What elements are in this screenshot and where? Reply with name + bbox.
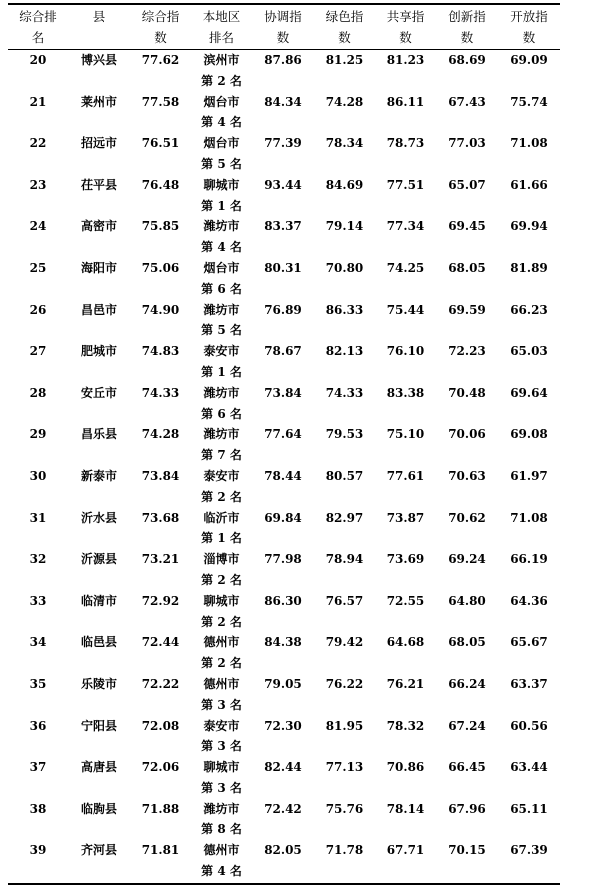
table-row (8, 508, 560, 550)
cell-openness: 66.19 (510, 552, 548, 567)
cell-local-rank (191, 383, 252, 425)
cell-county: 肥城市 (80, 344, 117, 359)
header-openness: 开放指 数 (510, 9, 548, 45)
cell-openness: 81.89 (510, 260, 548, 275)
cell-coordination: 84.38 (264, 635, 302, 650)
cell-innovation: 72.23 (448, 344, 486, 359)
cell-openness: 65.11 (510, 801, 548, 816)
cell-coordination: 78.44 (264, 468, 302, 483)
cell-city: 聊城市 (203, 177, 240, 192)
cell-city: 德州市 (203, 676, 240, 691)
cell-rank: 32 (29, 552, 47, 567)
cell-composite: 72.44 (141, 635, 180, 650)
table-row (8, 632, 560, 674)
cell-green: 81.25 (325, 53, 364, 67)
table-row (8, 840, 560, 882)
cell-coordination: 79.05 (264, 676, 302, 691)
cell-sharing: 86.11 (386, 94, 425, 109)
cell-sharing: 75.44 (386, 302, 425, 317)
cell-city: 泰安市 (203, 718, 240, 733)
cell-county: 博兴县 (80, 53, 117, 67)
cell-rank: 24 (29, 219, 47, 234)
cell-city-rank: 第 2 名 (201, 614, 242, 629)
cell-sharing: 77.51 (386, 177, 425, 192)
cell-city: 泰安市 (203, 344, 240, 359)
cell-openness: 71.08 (510, 136, 548, 151)
table-row (8, 175, 560, 217)
header-green: 绿色指 数 (325, 9, 364, 45)
cell-city-rank: 第 8 名 (201, 822, 242, 837)
cell-local-rank (191, 300, 252, 342)
cell-county: 临清市 (80, 593, 117, 608)
cell-sharing: 73.87 (386, 510, 425, 525)
cell-sharing: 70.86 (386, 760, 425, 775)
cell-city: 潍坊市 (203, 219, 240, 234)
cell-coordination: 69.84 (264, 510, 302, 525)
cell-rank: 29 (29, 427, 47, 442)
cell-county: 莱州市 (80, 94, 117, 109)
cell-openness: 69.64 (510, 385, 548, 400)
table-row (8, 799, 560, 841)
table-row (8, 92, 560, 134)
cell-coordination: 72.42 (264, 801, 302, 816)
cell-rank: 39 (29, 843, 47, 858)
cell-sharing: 64.68 (386, 635, 425, 650)
cell-city-rank: 第 3 名 (201, 780, 242, 795)
cell-openness: 69.08 (510, 427, 548, 442)
cell-city-rank: 第 3 名 (201, 697, 242, 712)
cell-rank: 37 (29, 760, 47, 775)
cell-city-rank: 第 4 名 (201, 240, 242, 255)
header-sharing: 共享指 数 (386, 9, 425, 45)
cell-openness: 71.08 (510, 510, 548, 525)
cell-local-rank (191, 508, 252, 550)
cell-city: 潍坊市 (203, 427, 240, 442)
cell-coordination: 84.34 (264, 94, 302, 109)
cell-sharing: 81.23 (386, 53, 425, 67)
cell-innovation: 67.96 (448, 801, 486, 816)
cell-green: 78.34 (325, 136, 364, 151)
cell-sharing: 76.10 (386, 344, 425, 359)
cell-city: 烟台市 (203, 94, 240, 109)
cell-local-rank (191, 424, 252, 466)
cell-city: 潍坊市 (203, 801, 240, 816)
cell-sharing: 78.73 (386, 136, 425, 151)
cell-rank: 31 (29, 510, 47, 525)
cell-county: 乐陵市 (80, 676, 117, 691)
cell-openness: 69.94 (510, 219, 548, 234)
cell-innovation: 64.80 (448, 593, 486, 608)
cell-innovation: 66.24 (448, 676, 486, 691)
cell-openness: 63.37 (510, 676, 548, 691)
cell-innovation: 68.05 (448, 260, 486, 275)
table-header (8, 5, 560, 49)
cell-green: 79.14 (325, 219, 364, 234)
cell-green: 74.28 (325, 94, 364, 109)
table-row (8, 466, 560, 508)
cell-city: 淄博市 (203, 552, 240, 567)
cell-city: 烟台市 (203, 260, 240, 275)
cell-rank: 21 (29, 94, 47, 109)
cell-composite: 73.21 (141, 552, 180, 567)
cell-openness: 63.44 (510, 760, 548, 775)
cell-rank: 35 (29, 676, 47, 691)
cell-local-rank (191, 258, 252, 300)
cell-green: 81.95 (325, 718, 364, 733)
cell-city-rank: 第 1 名 (201, 531, 242, 546)
cell-county: 茌平县 (80, 177, 117, 192)
header-coordination: 协调指 数 (264, 9, 302, 45)
cell-sharing: 78.32 (386, 718, 425, 733)
cell-innovation: 69.24 (448, 552, 486, 567)
table-row (8, 757, 560, 799)
cell-rank: 27 (29, 344, 47, 359)
cell-composite: 77.58 (141, 94, 180, 109)
cell-local-rank (191, 50, 252, 92)
cell-coordination: 77.39 (264, 136, 302, 151)
cell-county: 安丘市 (80, 385, 117, 400)
cell-rank: 26 (29, 302, 47, 317)
table-row (8, 258, 560, 300)
cell-city: 聊城市 (203, 593, 240, 608)
cell-rank: 38 (29, 801, 47, 816)
table-body (8, 50, 560, 882)
cell-county: 高唐县 (80, 760, 117, 775)
cell-composite: 76.51 (141, 136, 180, 151)
cell-rank: 33 (29, 593, 47, 608)
cell-city-rank: 第 1 名 (201, 364, 242, 379)
cell-city: 潍坊市 (203, 302, 240, 317)
cell-city-rank: 第 5 名 (201, 323, 242, 338)
cell-innovation: 66.45 (448, 760, 486, 775)
cell-openness: 66.23 (510, 302, 548, 317)
cell-city: 聊城市 (203, 760, 240, 775)
cell-composite: 73.68 (141, 510, 180, 525)
cell-openness: 64.36 (510, 593, 548, 608)
cell-coordination: 78.67 (264, 344, 302, 359)
cell-rank: 28 (29, 385, 47, 400)
cell-innovation: 70.62 (448, 510, 486, 525)
cell-openness: 67.39 (510, 843, 548, 858)
header-county: 县 (92, 9, 106, 24)
table-row (8, 716, 560, 758)
table-row (8, 674, 560, 716)
cell-rank: 36 (29, 718, 47, 733)
cell-innovation: 69.45 (448, 219, 486, 234)
table-row (8, 591, 560, 633)
cell-city-rank: 第 6 名 (201, 406, 242, 421)
cell-county: 昌邑市 (80, 302, 117, 317)
cell-rank: 34 (29, 635, 47, 650)
cell-sharing: 78.14 (386, 801, 425, 816)
cell-green: 78.94 (325, 552, 364, 567)
cell-composite: 74.90 (141, 302, 180, 317)
cell-county: 宁阳县 (80, 718, 117, 733)
cell-coordination: 87.86 (264, 53, 302, 67)
cell-local-rank (191, 757, 252, 799)
cell-green: 76.22 (325, 676, 364, 691)
cell-local-rank (191, 466, 252, 508)
cell-county: 昌乐县 (80, 427, 117, 442)
cell-city: 德州市 (203, 843, 240, 858)
cell-green: 84.69 (325, 177, 364, 192)
header-composite: 综合指 数 (141, 9, 180, 45)
cell-innovation: 67.43 (448, 94, 486, 109)
cell-composite: 75.06 (141, 260, 180, 275)
cell-coordination: 77.98 (264, 552, 302, 567)
cell-city: 临沂市 (203, 510, 240, 525)
cell-local-rank (191, 674, 252, 716)
cell-green: 80.57 (325, 468, 364, 483)
cell-composite: 76.48 (141, 177, 180, 192)
cell-composite: 74.33 (141, 385, 180, 400)
cell-coordination: 86.30 (264, 593, 302, 608)
cell-rank: 23 (29, 177, 47, 192)
cell-openness: 65.67 (510, 635, 548, 650)
cell-city: 滨州市 (203, 53, 240, 67)
cell-local-rank (191, 92, 252, 134)
cell-composite: 72.92 (141, 593, 180, 608)
cell-composite: 74.83 (141, 344, 180, 359)
cell-composite: 72.08 (141, 718, 180, 733)
cell-openness: 60.56 (510, 718, 548, 733)
cell-city-rank: 第 6 名 (201, 281, 242, 296)
cell-composite: 71.81 (141, 843, 180, 858)
cell-coordination: 82.05 (264, 843, 302, 858)
cell-local-rank (191, 591, 252, 633)
table-row (8, 383, 560, 425)
cell-openness: 69.09 (510, 53, 548, 67)
cell-local-rank (191, 840, 252, 882)
table-bottom-rule (8, 883, 560, 885)
cell-innovation: 70.48 (448, 385, 486, 400)
cell-green: 70.80 (325, 260, 364, 275)
cell-city-rank: 第 4 名 (201, 864, 242, 879)
cell-city-rank: 第 2 名 (201, 73, 242, 88)
table-row (8, 216, 560, 258)
cell-county: 招远市 (80, 136, 117, 151)
cell-green: 71.78 (325, 843, 364, 858)
cell-composite: 73.84 (141, 468, 180, 483)
cell-county: 沂水县 (80, 510, 117, 525)
cell-composite: 75.85 (141, 219, 180, 234)
cell-city: 德州市 (203, 635, 240, 650)
cell-innovation: 70.15 (448, 843, 486, 858)
table-row (8, 549, 560, 591)
cell-sharing: 74.25 (386, 260, 425, 275)
cell-sharing: 77.61 (386, 468, 425, 483)
cell-sharing: 73.69 (386, 552, 425, 567)
cell-city-rank: 第 4 名 (201, 115, 242, 130)
cell-coordination: 93.44 (264, 177, 302, 192)
cell-city-rank: 第 1 名 (201, 198, 242, 213)
cell-coordination: 83.37 (264, 219, 302, 234)
cell-innovation: 70.06 (448, 427, 486, 442)
cell-local-rank (191, 799, 252, 841)
table-row (8, 341, 560, 383)
cell-city-rank: 第 2 名 (201, 656, 242, 671)
cell-green: 77.13 (325, 760, 364, 775)
cell-openness: 61.97 (510, 468, 548, 483)
cell-local-rank (191, 216, 252, 258)
cell-composite: 71.88 (141, 801, 180, 816)
cell-innovation: 65.07 (448, 177, 486, 192)
table-row (8, 300, 560, 342)
cell-rank: 25 (29, 260, 47, 275)
cell-innovation: 68.69 (448, 53, 486, 67)
cell-composite: 72.22 (141, 676, 180, 691)
cell-local-rank (191, 341, 252, 383)
cell-green: 86.33 (325, 302, 364, 317)
header-rank: 综合排 名 (19, 9, 57, 45)
cell-composite: 77.62 (141, 53, 180, 67)
cell-green: 79.53 (325, 427, 364, 442)
cell-sharing: 75.10 (386, 427, 425, 442)
cell-city-rank: 第 5 名 (201, 156, 242, 171)
cell-innovation: 69.59 (448, 302, 486, 317)
cell-sharing: 77.34 (386, 219, 425, 234)
cell-rank: 20 (29, 53, 47, 67)
header-local-rank: 本地区 排名 (202, 9, 241, 45)
cell-sharing: 76.21 (386, 676, 425, 691)
cell-innovation: 77.03 (448, 136, 486, 151)
cell-city-rank: 第 2 名 (201, 489, 242, 504)
cell-composite: 74.28 (141, 427, 180, 442)
cell-openness: 75.74 (510, 94, 548, 109)
cell-sharing: 67.71 (386, 843, 425, 858)
cell-local-rank (191, 716, 252, 758)
cell-innovation: 68.05 (448, 635, 486, 650)
cell-county: 新泰市 (80, 468, 117, 483)
cell-rank: 30 (29, 468, 47, 483)
cell-green: 82.97 (325, 510, 364, 525)
cell-openness: 61.66 (510, 177, 548, 192)
cell-green: 82.13 (325, 344, 364, 359)
cell-green: 76.57 (325, 593, 364, 608)
cell-local-rank (191, 175, 252, 217)
cell-county: 海阳市 (80, 260, 117, 275)
cell-innovation: 67.24 (448, 718, 486, 733)
cell-sharing: 83.38 (386, 385, 425, 400)
cell-county: 临朐县 (80, 801, 117, 816)
cell-county: 高密市 (80, 219, 117, 234)
cell-sharing: 72.55 (386, 593, 425, 608)
cell-city: 潍坊市 (203, 385, 240, 400)
cell-openness: 65.03 (510, 344, 548, 359)
table-row (8, 50, 560, 92)
cell-coordination: 73.84 (264, 385, 302, 400)
cell-county: 临邑县 (80, 635, 117, 650)
cell-composite: 72.06 (141, 760, 180, 775)
cell-coordination: 72.30 (264, 718, 302, 733)
cell-city-rank: 第 2 名 (201, 572, 242, 587)
cell-coordination: 80.31 (264, 260, 302, 275)
cell-city: 烟台市 (203, 136, 240, 151)
cell-city: 泰安市 (203, 468, 240, 483)
cell-innovation: 70.63 (448, 468, 486, 483)
cell-green: 79.42 (325, 635, 364, 650)
cell-city-rank: 第 7 名 (201, 448, 242, 463)
cell-green: 75.76 (325, 801, 364, 816)
header-innovation: 创新指 数 (448, 9, 486, 45)
cell-county: 沂源县 (80, 552, 117, 567)
cell-green: 74.33 (325, 385, 364, 400)
cell-coordination: 77.64 (264, 427, 302, 442)
cell-coordination: 82.44 (264, 760, 302, 775)
cell-county: 齐河县 (80, 843, 117, 858)
table-row (8, 133, 560, 175)
cell-coordination: 76.89 (264, 302, 302, 317)
cell-rank: 22 (29, 136, 47, 151)
cell-local-rank (191, 133, 252, 175)
cell-city-rank: 第 3 名 (201, 739, 242, 754)
cell-local-rank (191, 549, 252, 591)
table-row (8, 424, 560, 466)
cell-local-rank (191, 632, 252, 674)
